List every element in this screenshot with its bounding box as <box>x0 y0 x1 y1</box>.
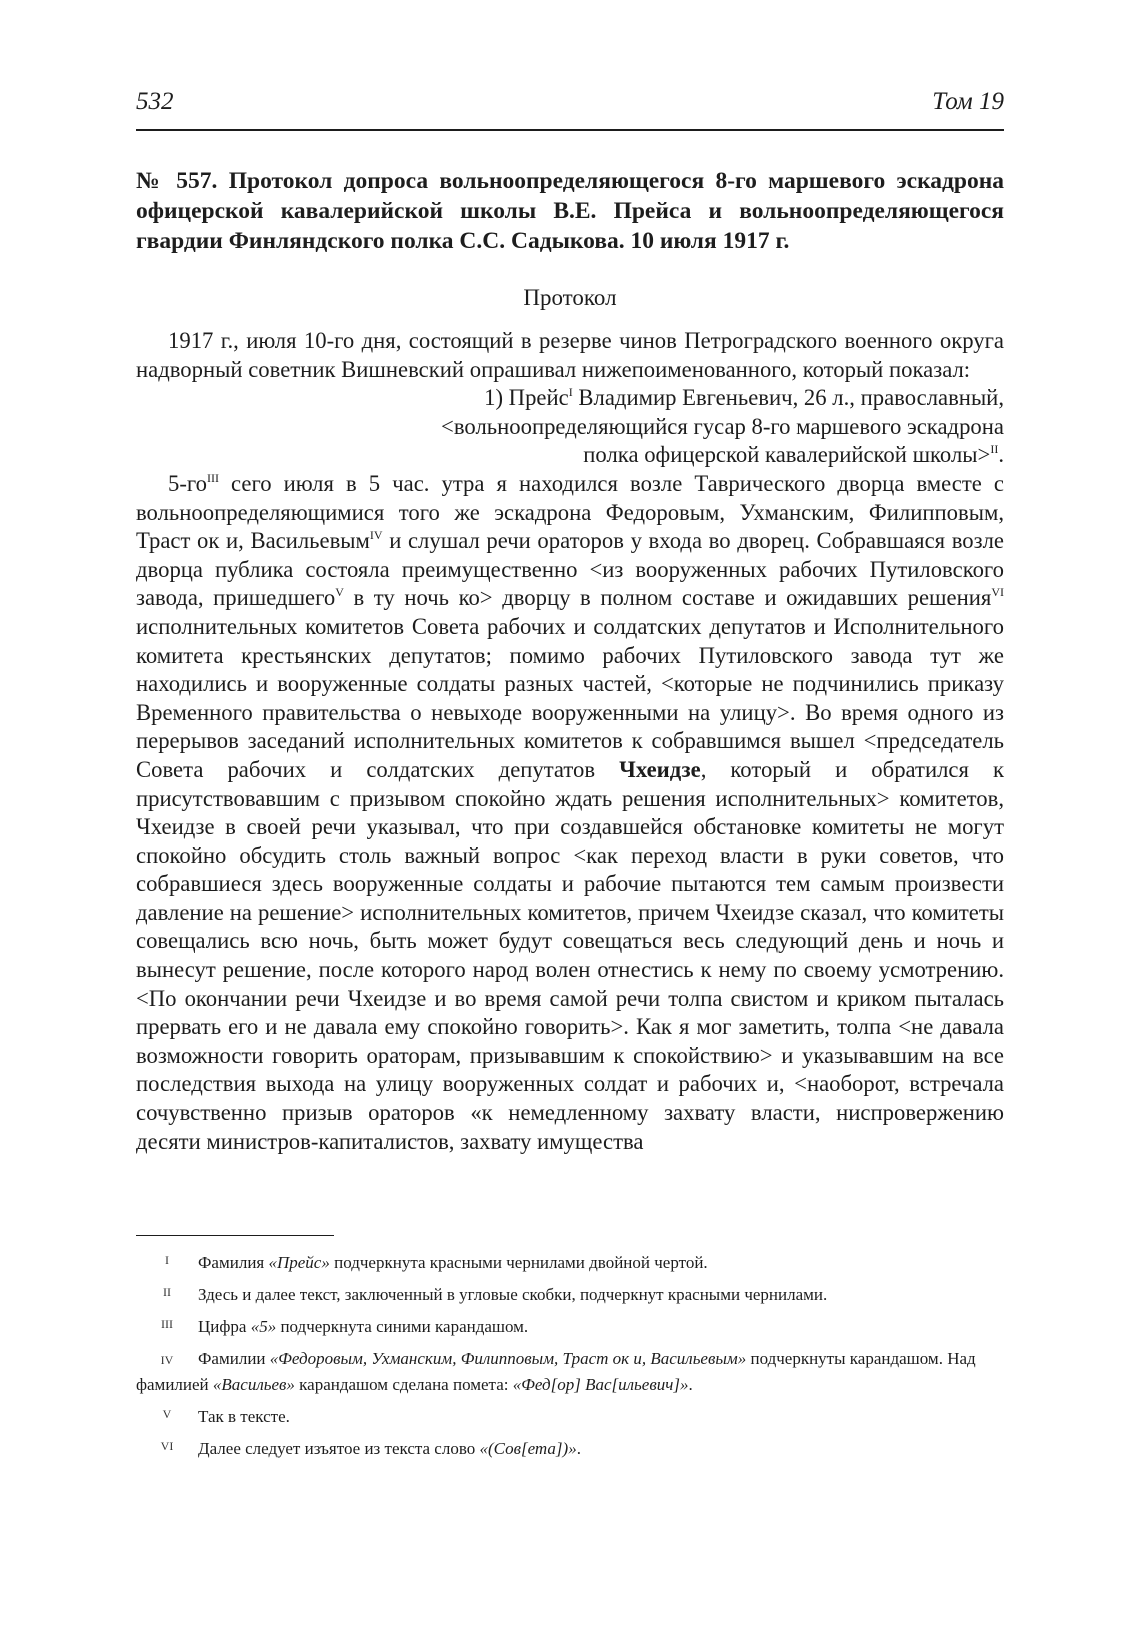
text-run: сего июля в 5 час. утра я находился возле Таврического дворца вместе с вольноопределяющимися того же эскадрона Федоровым, Ухманским, Филипповым, Траст ок и, Васильевым <box>136 470 1004 554</box>
main-text <box>136 327 1004 1156</box>
footnote <box>136 1436 1004 1462</box>
note-ref-4: IV <box>369 528 383 543</box>
fn-text-run: Фамилии <box>198 1349 270 1368</box>
fn-text-run: подчеркнута красными чернилами двойной чертой. <box>329 1253 708 1272</box>
header-rule <box>136 129 1004 131</box>
document-title: № 557. Протокол допроса вольноопределяющегося 8-го маршевого эскадрона офицерской кавалерийской школы В.Е. Прейса и вольноопределяющегося гвардии Финляндского полка С.С. Садыкова. 10 июля 1917 г. <box>136 168 1004 254</box>
footnote <box>136 1282 1004 1308</box>
text-run: и слушал речи ораторов у входа во дворец. Собравшаяся возле дворца публика состояла преимущественно <из вооруженных рабочих Путиловского завода, пришедшего <box>136 528 1004 611</box>
footnotes <box>136 1250 1004 1468</box>
fn-text-run: . <box>688 1375 693 1394</box>
note-ref-6: VI <box>991 585 1004 600</box>
person-entry: 1) Прейс$^I$ Владимир Евгеньевич, 26 л., православный, <вольноопределяющийся гусар 8-го маршевого эскадрона полка офицерской кавалерийской школы>$^{II}$. <box>441 385 1004 468</box>
footnote <box>136 1314 1004 1340</box>
fn-italic: «5» <box>250 1317 277 1336</box>
fn-italic: «Васильев» <box>212 1375 295 1394</box>
running-header <box>136 86 1004 126</box>
fn-italic: «Прейс» <box>268 1253 330 1272</box>
testimony-paragraph <box>136 470 1004 1156</box>
intro-paragraph: 1917 г., июля 10-го дня, состоящий в резерве чинов Петроградского военного округа надворный советник Вишневский опрашивал нижепоименованного, который показал: <box>136 328 1004 382</box>
note-ref-2: II <box>990 442 999 457</box>
footnote <box>136 1404 1004 1430</box>
footnote-text: Здесь и далее текст, заключенный в угловые скобки, подчеркнут красными чернилами. <box>198 1285 828 1304</box>
fn-text-run: подчеркнута синими карандашом. <box>276 1317 529 1336</box>
text-run: , который и обратился к присутствовавшим с призывом спокойно ждать решения исполнительных> комитетов, Чхеидзе в своей речи указывал, что при создавшейся обстановке комитеты не могут спокойно обсудить столь важный вопрос <как переход власти в руки советов, что собравшиеся здесь вооруженные солдаты и рабочие пытаются тем самым произвести давление на решение> исполнительных комитетов, причем Чхеидзе сказал, что комитеты совещались всю ночь, быть может будут совещаться весь следующий день и ночь и вынесут решение, после которого народ волен отнестись к нему по своему усмотрению. <По окончании речи Чхеидзе и во время самой речи толпа свистом и криком пыталась прервать его и не давала ему спокойно говорить>. Как я мог заметить, толпа <не давала возможности говорить ораторам, призывавшим к спокойствию> и указывавшим на все последствия выхода на улицу вооруженных солдат и рабочих и, <наоборот, встречала сочувственно призыв ораторов «к немедленному захвату власти, ниспровержению десяти министров-капиталистов, захвату имущества <box>136 756 1004 1154</box>
note-ref-5: V <box>335 585 344 600</box>
fn-text-run: карандашом сделана помета: <box>294 1375 513 1394</box>
footnote <box>136 1346 1004 1398</box>
fn-text-run: Далее следует изъятое из текста слово <box>198 1439 480 1458</box>
footnote-text: Так в тексте. <box>198 1407 290 1426</box>
subheading: Протокол <box>523 285 617 310</box>
fn-italic: «Фед[ор] Вас[ильевич]» <box>512 1375 689 1394</box>
footnote-rule <box>136 1235 334 1236</box>
footnote <box>136 1250 1004 1276</box>
footnote-mark: V <box>162 1407 172 1421</box>
text-run: исполнительных комитетов Совета рабочих и солдатских депутатов и Исполнительного комитета крестьянских депутатов; помимо рабочих Путиловского завода тут же находились и вооруженные солдаты разных частей, <которые не подчинились приказу Временного правительства о невыходе вооруженными на улицу>. Во время одного из перерывов заседаний исполнительных комитетов к собравшимся вышел <председатель Совета рабочих и солдатских депутатов <box>136 613 1004 782</box>
fn-italic: «(Сов[ета])» <box>479 1439 577 1458</box>
footnote-text <box>198 1436 1004 1462</box>
note-ref-3: III <box>206 470 219 485</box>
fn-text-run: . <box>576 1439 581 1458</box>
text-run: 5-го <box>168 470 207 496</box>
person-details: Владимир Евгеньевич, 26 л., православный, <вольноопределяющийся гусар 8-го маршевого эскадрона полка офицерской кавалерийской школы> <box>441 385 1004 468</box>
fn-italic: «Федоровым, Ухманским, Филипповым, Траст ок и, Васильевым» <box>269 1349 747 1368</box>
footnote-mark: IV <box>160 1353 174 1367</box>
fn-text-run: Фамилия <box>198 1253 269 1272</box>
footnote-text <box>198 1314 1004 1340</box>
footnote-mark: III <box>161 1317 173 1331</box>
fn-text-run: подчеркнуты карандашом. Над фамилией <box>136 1349 976 1394</box>
person-name: 1) Прейс <box>484 385 569 411</box>
bold-name: Чхеидзе <box>619 756 701 782</box>
footnote-mark: VI <box>160 1439 174 1453</box>
page-number: 532 <box>136 88 174 115</box>
footnote-mark: I <box>165 1253 169 1267</box>
footnote-mark: II <box>163 1285 171 1299</box>
volume-label: Том 19 <box>932 88 1004 115</box>
fn-text-run: Цифра <box>198 1317 251 1336</box>
footnote-text <box>198 1250 1004 1276</box>
text-run: в ту ночь ко> дворцу в полном составе и ожидавших решения <box>343 585 992 611</box>
note-ref-1: I <box>568 385 573 400</box>
